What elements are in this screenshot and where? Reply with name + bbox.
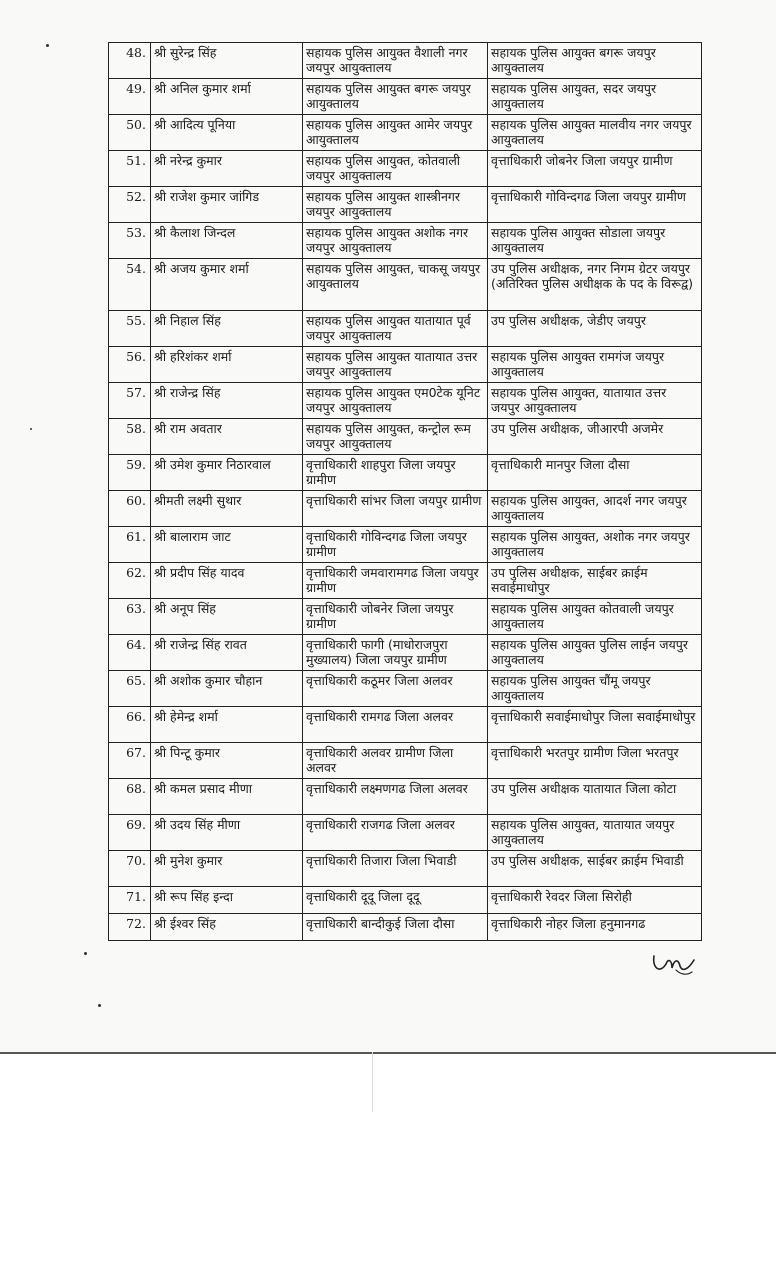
new-posting: उप पुलिस अधीक्षक, नगर निगम ग्रेटर जयपुर (अतिरिक्त पुलिस अधीक्षक के पद के विरूद्व) xyxy=(488,259,702,311)
new-posting: सहायक पुलिस आयुक्त चौंमू जयपुर आयुक्तालय xyxy=(488,671,702,707)
new-posting: वृत्ताधिकारी भरतपुर ग्रामीण जिला भरतपुर xyxy=(488,743,702,779)
table-row xyxy=(109,527,702,563)
scan-speck xyxy=(30,428,32,430)
signature-initials xyxy=(650,948,698,982)
new-posting: सहायक पुलिस आयुक्त, अशोक नगर जयपुर आयुक्तालय xyxy=(488,527,702,563)
officer-name: श्री सुरेन्द्र सिंह xyxy=(151,43,303,79)
new-posting: वृत्ताधिकारी रेवदर जिला सिरोही xyxy=(488,887,702,914)
table-row xyxy=(109,419,702,455)
new-posting: सहायक पुलिस आयुक्त, सदर जयपुर आयुक्तालय xyxy=(488,79,702,115)
current-posting: सहायक पुलिस आयुक्त अशोक नगर जयपुर आयुक्तालय xyxy=(303,223,488,259)
serial-number: 53. xyxy=(109,223,151,259)
current-posting: वृत्ताधिकारी फागी (माधोराजपुरा मुख्यालय) जिला जयपुर ग्रामीण xyxy=(303,635,488,671)
transfer-table xyxy=(108,42,702,941)
officer-name: श्री निहाल सिंह xyxy=(151,311,303,347)
table-row xyxy=(109,815,702,851)
current-posting: सहायक पुलिस आयुक्त यातायात पूर्व जयपुर आयुक्तालय xyxy=(303,311,488,347)
new-posting: वृत्ताधिकारी सवाईमाधोपुर जिला सवाईमाधोपुर xyxy=(488,707,702,743)
officer-name: श्री कमल प्रसाद मीणा xyxy=(151,779,303,815)
serial-number: 48. xyxy=(109,43,151,79)
new-posting: उप पुलिस अधीक्षक यातायात जिला कोटा xyxy=(488,779,702,815)
table-row xyxy=(109,223,702,259)
new-posting: सहायक पुलिस आयुक्त सोडाला जयपुर आयुक्तालय xyxy=(488,223,702,259)
officer-name: श्री ईश्वर सिंह xyxy=(151,914,303,941)
table-row xyxy=(109,599,702,635)
officer-name: श्री राजेन्द्र सिंह xyxy=(151,383,303,419)
new-posting: सहायक पुलिस आयुक्त पुलिस लाईन जयपुर आयुक्तालय xyxy=(488,635,702,671)
serial-number: 51. xyxy=(109,151,151,187)
table-row xyxy=(109,887,702,914)
serial-number: 69. xyxy=(109,815,151,851)
officer-name: श्री राम अवतार xyxy=(151,419,303,455)
table-row xyxy=(109,914,702,941)
new-posting: सहायक पुलिस आयुक्त मालवीय नगर जयपुर आयुक्तालय xyxy=(488,115,702,151)
table-row xyxy=(109,491,702,527)
new-posting: उप पुलिस अधीक्षक, साईबर क्राईम सवाईमाधोपुर xyxy=(488,563,702,599)
officer-name: श्री आदित्य पूनिया xyxy=(151,115,303,151)
new-posting: उप पुलिस अधीक्षक, जेडीए जयपुर xyxy=(488,311,702,347)
table-row xyxy=(109,635,702,671)
officer-name: श्री अशोक कुमार चौहान xyxy=(151,671,303,707)
current-posting: सहायक पुलिस आयुक्त शास्त्रीनगर जयपुर आयुक्तालय xyxy=(303,187,488,223)
current-posting: वृत्ताधिकारी बान्दीकुई जिला दौसा xyxy=(303,914,488,941)
current-posting: वृत्ताधिकारी जोबनेर जिला जयपुर ग्रामीण xyxy=(303,599,488,635)
officer-name: श्री पिन्टू कुमार xyxy=(151,743,303,779)
new-posting: वृत्ताधिकारी नोहर जिला हनुमानगढ xyxy=(488,914,702,941)
new-posting: उप पुलिस अधीक्षक, जीआरपी अजमेर xyxy=(488,419,702,455)
scan-speck xyxy=(46,44,49,47)
table-row xyxy=(109,671,702,707)
serial-number: 56. xyxy=(109,347,151,383)
table-row xyxy=(109,779,702,815)
scan-speck xyxy=(84,952,87,955)
serial-number: 71. xyxy=(109,887,151,914)
table-row xyxy=(109,707,702,743)
table-row xyxy=(109,383,702,419)
officer-name: श्री अनूप सिंह xyxy=(151,599,303,635)
serial-number: 50. xyxy=(109,115,151,151)
serial-number: 68. xyxy=(109,779,151,815)
serial-number: 55. xyxy=(109,311,151,347)
serial-number: 49. xyxy=(109,79,151,115)
current-posting: सहायक पुलिस आयुक्त, कोतवाली जयपुर आयुक्तालय xyxy=(303,151,488,187)
new-posting: वृत्ताधिकारी गोविन्दगढ जिला जयपुर ग्रामीण xyxy=(488,187,702,223)
table-row xyxy=(109,151,702,187)
officer-name: श्री अनिल कुमार शर्मा xyxy=(151,79,303,115)
officer-name: श्री रूप सिंह इन्दा xyxy=(151,887,303,914)
officer-name: श्री उदय सिंह मीणा xyxy=(151,815,303,851)
new-posting: सहायक पुलिस आयुक्त कोतवाली जयपुर आयुक्तालय xyxy=(488,599,702,635)
table-row xyxy=(109,563,702,599)
current-posting: वृत्ताधिकारी जमवारामगढ जिला जयपुर ग्रामीण xyxy=(303,563,488,599)
officer-name: श्री राजेश कुमार जांगिड xyxy=(151,187,303,223)
officer-name: श्री बालाराम जाट xyxy=(151,527,303,563)
new-posting: सहायक पुलिस आयुक्त बगरू जयपुर आयुक्तालय xyxy=(488,43,702,79)
officer-name: श्री हरिशंकर शर्मा xyxy=(151,347,303,383)
current-posting: वृत्ताधिकारी राजगढ जिला अलवर xyxy=(303,815,488,851)
current-posting: सहायक पुलिस आयुक्त आमेर जयपुर आयुक्तालय xyxy=(303,115,488,151)
table-row xyxy=(109,851,702,887)
serial-number: 54. xyxy=(109,259,151,311)
serial-number: 63. xyxy=(109,599,151,635)
new-posting: सहायक पुलिस आयुक्त, यातायात उत्तर जयपुर आयुक्तालय xyxy=(488,383,702,419)
officer-name: श्री उमेश कुमार निठारवाल xyxy=(151,455,303,491)
serial-number: 58. xyxy=(109,419,151,455)
serial-number: 64. xyxy=(109,635,151,671)
table-row xyxy=(109,455,702,491)
current-posting: सहायक पुलिस आयुक्त बगरू जयपुर आयुक्तालय xyxy=(303,79,488,115)
current-posting: वृत्ताधिकारी दूदू जिला दूदू xyxy=(303,887,488,914)
table-row xyxy=(109,259,702,311)
officer-name: श्री प्रदीप सिंह यादव xyxy=(151,563,303,599)
serial-number: 72. xyxy=(109,914,151,941)
new-posting: सहायक पुलिस आयुक्त, आदर्श नगर जयपुर आयुक्तालय xyxy=(488,491,702,527)
serial-number: 70. xyxy=(109,851,151,887)
current-posting: वृत्ताधिकारी रामगढ जिला अलवर xyxy=(303,707,488,743)
serial-number: 60. xyxy=(109,491,151,527)
table-row xyxy=(109,43,702,79)
new-posting: सहायक पुलिस आयुक्त, यातायात जयपुर आयुक्तालय xyxy=(488,815,702,851)
officer-name: श्री राजेन्द्र सिंह रावत xyxy=(151,635,303,671)
officer-name: श्रीमती लक्ष्मी सुथार xyxy=(151,491,303,527)
serial-number: 59. xyxy=(109,455,151,491)
serial-number: 66. xyxy=(109,707,151,743)
current-posting: वृत्ताधिकारी शाहपुरा जिला जयपुर ग्रामीण xyxy=(303,455,488,491)
table-row xyxy=(109,347,702,383)
serial-number: 62. xyxy=(109,563,151,599)
current-posting: वृत्ताधिकारी कठूमर जिला अलवर xyxy=(303,671,488,707)
serial-number: 52. xyxy=(109,187,151,223)
serial-number: 61. xyxy=(109,527,151,563)
current-posting: वृत्ताधिकारी अलवर ग्रामीण जिला अलवर xyxy=(303,743,488,779)
officer-name: श्री मुनेश कुमार xyxy=(151,851,303,887)
current-posting: वृत्ताधिकारी सांभर जिला जयपुर ग्रामीण xyxy=(303,491,488,527)
current-posting: वृत्ताधिकारी गोविन्दगढ जिला जयपुर ग्रामीण xyxy=(303,527,488,563)
table-row xyxy=(109,311,702,347)
serial-number: 65. xyxy=(109,671,151,707)
officer-name: श्री नरेन्द्र कुमार xyxy=(151,151,303,187)
table-row xyxy=(109,79,702,115)
officer-name: श्री अजय कुमार शर्मा xyxy=(151,259,303,311)
scan-artifact-line xyxy=(372,1052,373,1112)
current-posting: वृत्ताधिकारी लक्ष्मणगढ जिला अलवर xyxy=(303,779,488,815)
new-posting: वृत्ताधिकारी मानपुर जिला दौसा xyxy=(488,455,702,491)
current-posting: सहायक पुलिस आयुक्त यातायात उत्तर जयपुर आयुक्तालय xyxy=(303,347,488,383)
new-posting: वृत्ताधिकारी जोबनेर जिला जयपुर ग्रामीण xyxy=(488,151,702,187)
officer-name: श्री हेमेन्द्र शर्मा xyxy=(151,707,303,743)
new-posting: उप पुलिस अधीक्षक, साईबर क्राईम भिवाडी xyxy=(488,851,702,887)
current-posting: वृत्ताधिकारी तिजारा जिला भिवाडी xyxy=(303,851,488,887)
current-posting: सहायक पुलिस आयुक्त, चाकसू जयपुर आयुक्तालय xyxy=(303,259,488,311)
current-posting: सहायक पुलिस आयुक्त एम0टेक यूनिट जयपुर आयुक्तालय xyxy=(303,383,488,419)
new-posting: सहायक पुलिस आयुक्त रामगंज जयपुर आयुक्तालय xyxy=(488,347,702,383)
serial-number: 57. xyxy=(109,383,151,419)
scan-speck xyxy=(98,1004,101,1007)
current-posting: सहायक पुलिस आयुक्त, कन्ट्रोल रूम जयपुर आयुक्तालय xyxy=(303,419,488,455)
table-row xyxy=(109,743,702,779)
serial-number: 67. xyxy=(109,743,151,779)
table-row xyxy=(109,187,702,223)
officer-name: श्री कैलाश जिन्दल xyxy=(151,223,303,259)
current-posting: सहायक पुलिस आयुक्त वैशाली नगर जयपुर आयुक्तालय xyxy=(303,43,488,79)
table-row xyxy=(109,115,702,151)
